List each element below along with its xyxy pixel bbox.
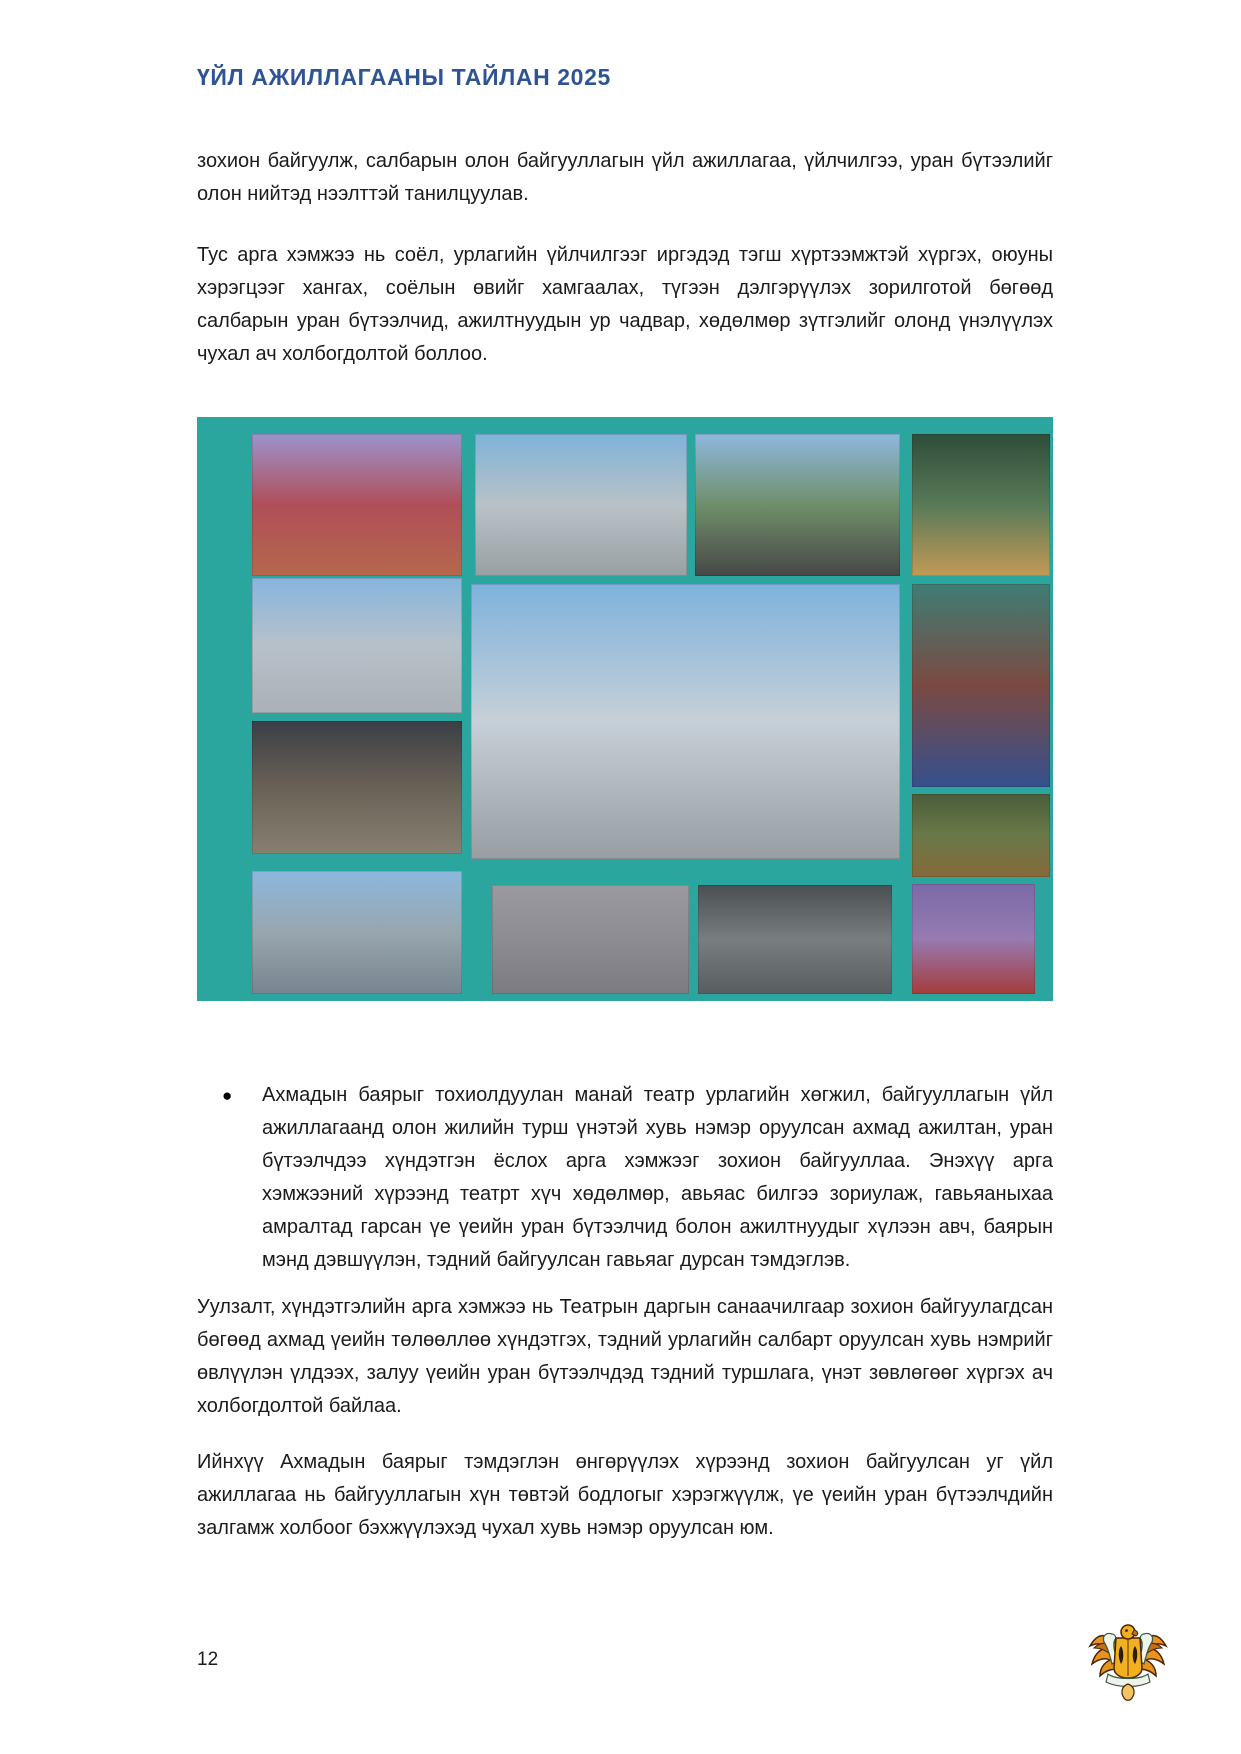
photo-tent-costumes xyxy=(252,721,463,854)
photo-stage-performers xyxy=(695,434,900,576)
bullet-text: Ахмадын баярыг тохиолдуулан манай театр урлагийн хөгжил, байгууллагын үйл ажиллагаанд олон жилийн турш үнэтэй хувь нэмэр оруулсан ахмад ажилтан, уран бүтээлчдээ хүндэтгэн ёслох арга хэмжээг зохион байгууллаа. Энэхүү арга хэмжээний хүрээнд театрт хүч хөдөлмөр, авьяас билгээ зориулаж, гавьяаныхаа амралтад гарсан үе үеийн уран бүтээлчид болон ажилтнуудыг хүлээн авч, баярын мэнд дэвшүүлэн, тэдний байгуулсан гавьяаг дурсан тэмдэглэв. xyxy=(262,1084,1053,1271)
photo-singers-stage xyxy=(252,434,463,576)
theater-eagle-logo xyxy=(1088,1612,1168,1704)
paragraph-meeting: Уулзалт, хүндэтгэлийн арга хэмжээ нь Театрын даргын санаачилгаар зохион байгуулагдсан бөгөөд ахмад үеийн төлөөллөө хүндэтгэх, тэдний урлагийн салбарт оруулсан хувь нэмрийг өвлүүлэн үлдээх, залуу үеийн уран бүтээлчдэд тэдний туршлага, үнэт зөвлөгөөг хүргэх ач холбогдолтой байлаа. xyxy=(197,1296,1053,1417)
page-title: ҮЙЛ АЖИЛЛАГААНЫ ТАЙЛАН 2025 xyxy=(197,64,611,90)
bullet-marker: ● xyxy=(222,1086,233,1105)
photo-yellow-dancers xyxy=(475,434,687,576)
photo-group-portrait xyxy=(471,584,900,859)
paragraph-intro: зохион байгуулж, салбарын олон байгууллагын үйл ажиллагаа, үйлчилгээ, уран бүтээлийг олон нийтэд нээлттэй танилцуулав. xyxy=(197,150,1053,205)
photo-stage-structure xyxy=(252,871,463,994)
photo-tent-playhouse xyxy=(912,434,1050,576)
photo-collage xyxy=(197,417,1053,1001)
paragraph-conclusion: Ийнхүү Ахмадын баярыг тэмдэглэн өнгөрүүлэх хүрээнд зохион байгуулсан уг үйл ажиллагаа нь байгууллагын хүн төвтэй бодлогыг хэрэгжүүлж, үе үеийн уран бүтээлчдийн залгамж холбоог бэхжүүлэхэд чухал хувь нэмэр оруулсан юм. xyxy=(197,1451,1053,1539)
bullet-item-ahmad-celebration xyxy=(197,1079,1053,1277)
photo-folk-ensemble xyxy=(912,794,1050,877)
page-number: 12 xyxy=(197,1649,219,1670)
photo-morin-khuur-player xyxy=(912,584,1050,787)
photo-dombra-singer xyxy=(492,885,689,994)
eagle-emblem-icon xyxy=(1088,1612,1168,1704)
paragraph-event-purpose: Тус арга хэмжээ нь соёл, урлагийн үйлчилгээг иргэдэд тэгш хүртээмжтэй хүргэх, оюуны хэрэгцээг хангах, соёлын өвийг хамгаалах, түгээн дэлгэрүүлэх зорилготой бөгөөд салбарын уран бүтээлчид, ажилтнуудын ур чадвар, хөдөлмөр зүтгэлийг олонд үнэлүүлэх чухал ач холбогдолтой боллоо. xyxy=(197,244,1053,365)
photo-garment-display xyxy=(698,885,892,994)
photo-woman-in-red xyxy=(912,884,1035,994)
photo-square-crowd xyxy=(252,578,463,713)
